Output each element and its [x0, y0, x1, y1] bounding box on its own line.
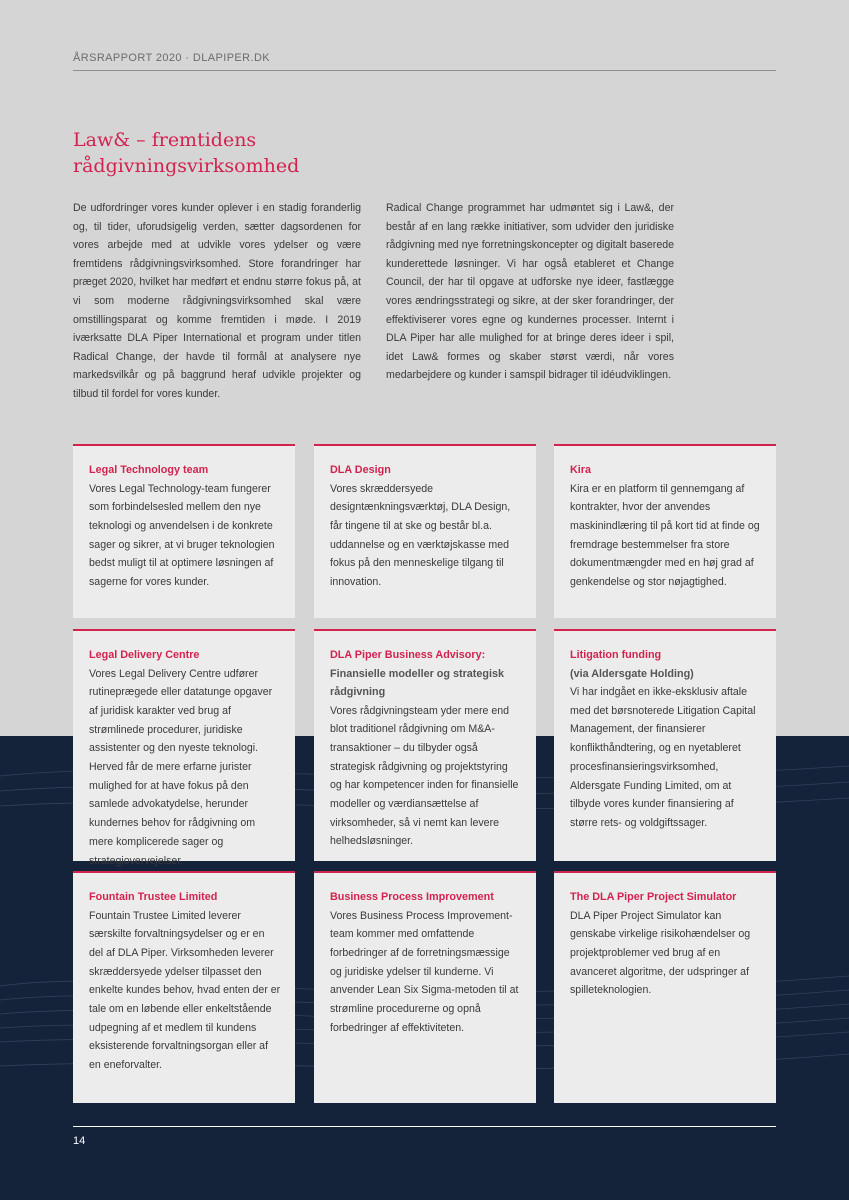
card-body: Vores Legal Technology-team fungerer som forbindelsesled mellem den nye teknologi og anvendelsen i de konkrete sager og sikrer, at vi bruger teknologien bedst muligt til at optimere løsningen af sagerne for vores kunder. [89, 482, 275, 589]
card-body: Vores Legal Delivery Centre udfører rutineprægede eller datatunge opgaver af juridisk karakter ved brug af strømlinede procedurer, juridiske assistenter og den nyeste teknologi. Herved får de mere erfarne jurister mulighed for at have fokus på den samlede advokatydelse, herunder kundernes behov for rådgivning om mere komplicerede sager og strategiovervejelser. [89, 667, 273, 867]
intro-paragraph-left: De udfordringer vores kunder oplever i en stadig foranderlig og, til tider, uforudsigelig verden, sætter dagsordenen for vores arbejde med at udvikle vores ydelser og være fremtidens rådgivningsvirksomhed. Store forandringer har præget 2020, hvilket har medført et endnu større fokus på, at vi som moderne rådgivningsvirksomhed skal være omstillingsparat og komme fremtiden i møde. I 2019 iværksatte DLA Piper International et program under titlen Radical Change, der havde til formål at analysere nye markedsvilkår og på baggrund heraf udvikle projekter og tilbud til fordel for vores kunder. [73, 202, 361, 400]
page-title [73, 127, 473, 179]
card-project-simulator [554, 871, 776, 1103]
card-body: Fountain Trustee Limited leverer særskilte forvaltningsydelser og er en del af DLA Piper. Virksomheden leverer skræddersyede ydelser tilpasset den enkelte kundes behov, hvad enten der er tale om en løbende eller enkeltstående udpegning af et medlem til kundens eksisterende forvaltningsorgan eller af en eneforvalter. [89, 909, 281, 1072]
running-head: ÅRSRAPPORT 2020 · DLAPIPER.DK [73, 52, 776, 71]
footer-divider [73, 1126, 776, 1127]
card-title: Litigation funding [570, 649, 662, 661]
page-title-line2: rådgivningsvirksomhed [73, 155, 300, 177]
page-number: 14 [73, 1135, 86, 1147]
intro-paragraph-right: Radical Change programmet har udmøntet sig i Law&, der består af en lang række initiativer, som udvider den juridiske rådgivning med nye forretningskoncepter og digitalt baserede kunderettede løsninger. Vi har også etableret et Change Council, der har til opgave at udforske nye ideer, fastlægge vores ændringsstrategi og sikre, at der sker forandringer, der effektiviserer vores egne og kundernes processer. Internt i DLA Piper har alle mulighed for at bringe deres ideer i spil, idet Law& formes og skaber størst værdi, når vores medarbejdere og kunder i samspil bidrager til idéudviklingen. [386, 202, 674, 382]
card-title: Business Process Improvement [330, 891, 494, 903]
card-fountain-trustee [73, 871, 295, 1103]
page-title-line1: Law& – fremtidens [73, 129, 257, 151]
card-legal-delivery-centre [73, 629, 295, 867]
card-dla-design [314, 444, 536, 618]
card-title: DLA Piper Business Advisory: [330, 649, 486, 661]
card-title: The DLA Piper Project Simulator [570, 891, 737, 903]
card-body: DLA Piper Project Simulator kan genskabe virkelige risikohændelser og projektproblemer ved brug af en avanceret algoritme, der udspringer af spilleteknologien. [570, 909, 751, 997]
card-litigation-funding [554, 629, 776, 861]
card-business-advisory [314, 629, 536, 861]
card-legal-technology-team [73, 444, 295, 618]
card-title: Fountain Trustee Limited [89, 891, 218, 903]
card-title: Legal Technology team [89, 464, 209, 476]
card-subtitle: Finansielle modeller og strategisk rådgivning [330, 667, 505, 698]
card-body: Vores rådgivningsteam yder mere end blot traditionel rådgivning om M&A-transaktioner – du tilbyder også strategisk rådgivning og projektstyring og har kompetencer inden for finansielle modeller og værdiansættelse af virksomheder, så vi nemt kan levere helhedsløsninger. [330, 704, 519, 848]
card-body: Kira er en platform til gennemgang af kontrakter, hvor der anvendes maskinindlæring til på kort tid at finde og fremdrage bestemmelser fra store dokumentmængder med en høj grad af genkendelse og stor nøjagtighed. [570, 482, 760, 589]
card-title: Legal Delivery Centre [89, 649, 200, 661]
card-kira [554, 444, 776, 618]
card-body: Vores skræddersyede designtænkningsværktøj, DLA Design, får tingene til at ske og består bl.a. uddannelse og en værktøjskasse med fokus på den menneskelige tilgang til innovation. [330, 482, 511, 589]
card-body: Vores Business Process Improvement-team kommer med omfattende forbedringer af de forretningsmæssige og juridiske ydelser til kunderne. Vi anvender Lean Six Sigma-metoden til at strømline procedurerne og opnå forbedringer af effektiviteten. [330, 909, 519, 1034]
card-subtitle: (via Aldersgate Holding) [570, 667, 694, 680]
card-title: DLA Design [330, 464, 391, 476]
card-body: Vi har indgået en ikke-eksklusiv aftale med det børsnoterede Litigation Capital Management, der finansierer konflikthåndtering, og en nyetableret procesfinansieringsvirksomhed, Aldersgate Funding Limited, om at tilbyde vores kunder finansiering af større rets- og voldgiftssager. [570, 686, 756, 829]
card-business-process-improvement [314, 871, 536, 1103]
card-title: Kira [570, 464, 592, 476]
